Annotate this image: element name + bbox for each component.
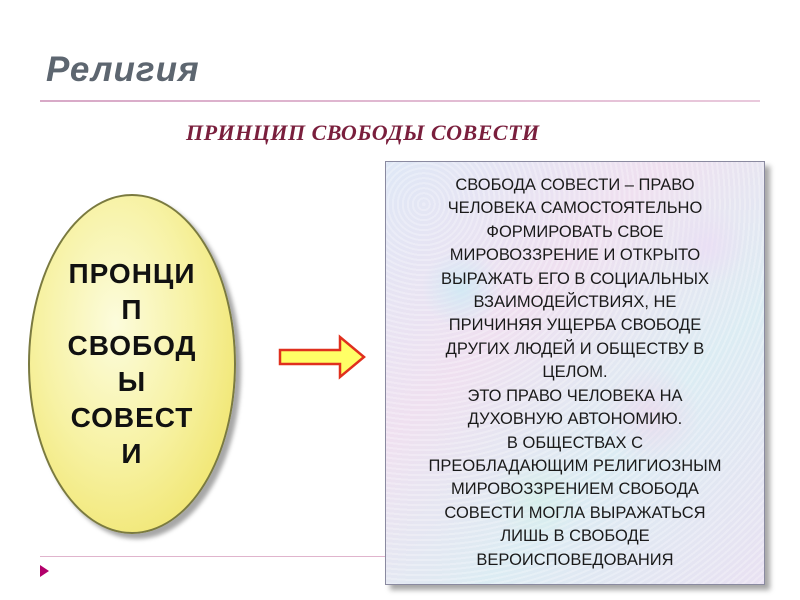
principle-oval-text: ПРОНЦИ П СВОБОД Ы СОВЕСТ И [67, 258, 197, 469]
right-arrow-shape [280, 337, 364, 377]
slide-title: Религия [46, 50, 200, 89]
definition-text: СВОБОДА СОВЕСТИ – ПРАВО ЧЕЛОВЕКА САМОСТОЯТЕЛЬНО ФОРМИРОВАТЬ СВОЕ МИРОВОЗЗРЕНИЕ И ОТКРЫТО ВЫРАЖАТЬ ЕГО В СОЦИАЛЬНЫХ ВЗАИМОДЕЙСТВИЯХ, НЕ ПРИЧИНЯЯ УЩЕРБА СВОБОДЕ ДРУГИХ ЛЮДЕЙ И ОБЩЕСТВУ В ЦЕЛОМ. ЭТО ПРАВО ЧЕЛОВЕКА НА ДУХОВНУЮ АВТОНОМИЮ. В ОБЩЕСТВАХ С ПРЕОБЛАДАЮЩИМ РЕЛИГИОЗНЫМ МИРОВОЗЗРЕНИЕМ СВОБОДА СОВЕСТИ МОГЛА ВЫРАЖАТЬСЯ ЛИШЬ В СВОБОДЕ ВЕРОИСПОВЕДОВАНИЯ [428, 176, 722, 569]
right-arrow-icon [278, 334, 368, 380]
play-triangle-icon[interactable] [40, 565, 49, 577]
footer-divider [40, 556, 385, 557]
title-divider [40, 100, 760, 102]
definition-box [385, 161, 765, 585]
principle-oval [28, 194, 236, 534]
slide-subtitle: ПРИНЦИП СВОБОДЫ СОВЕСТИ [186, 120, 540, 145]
